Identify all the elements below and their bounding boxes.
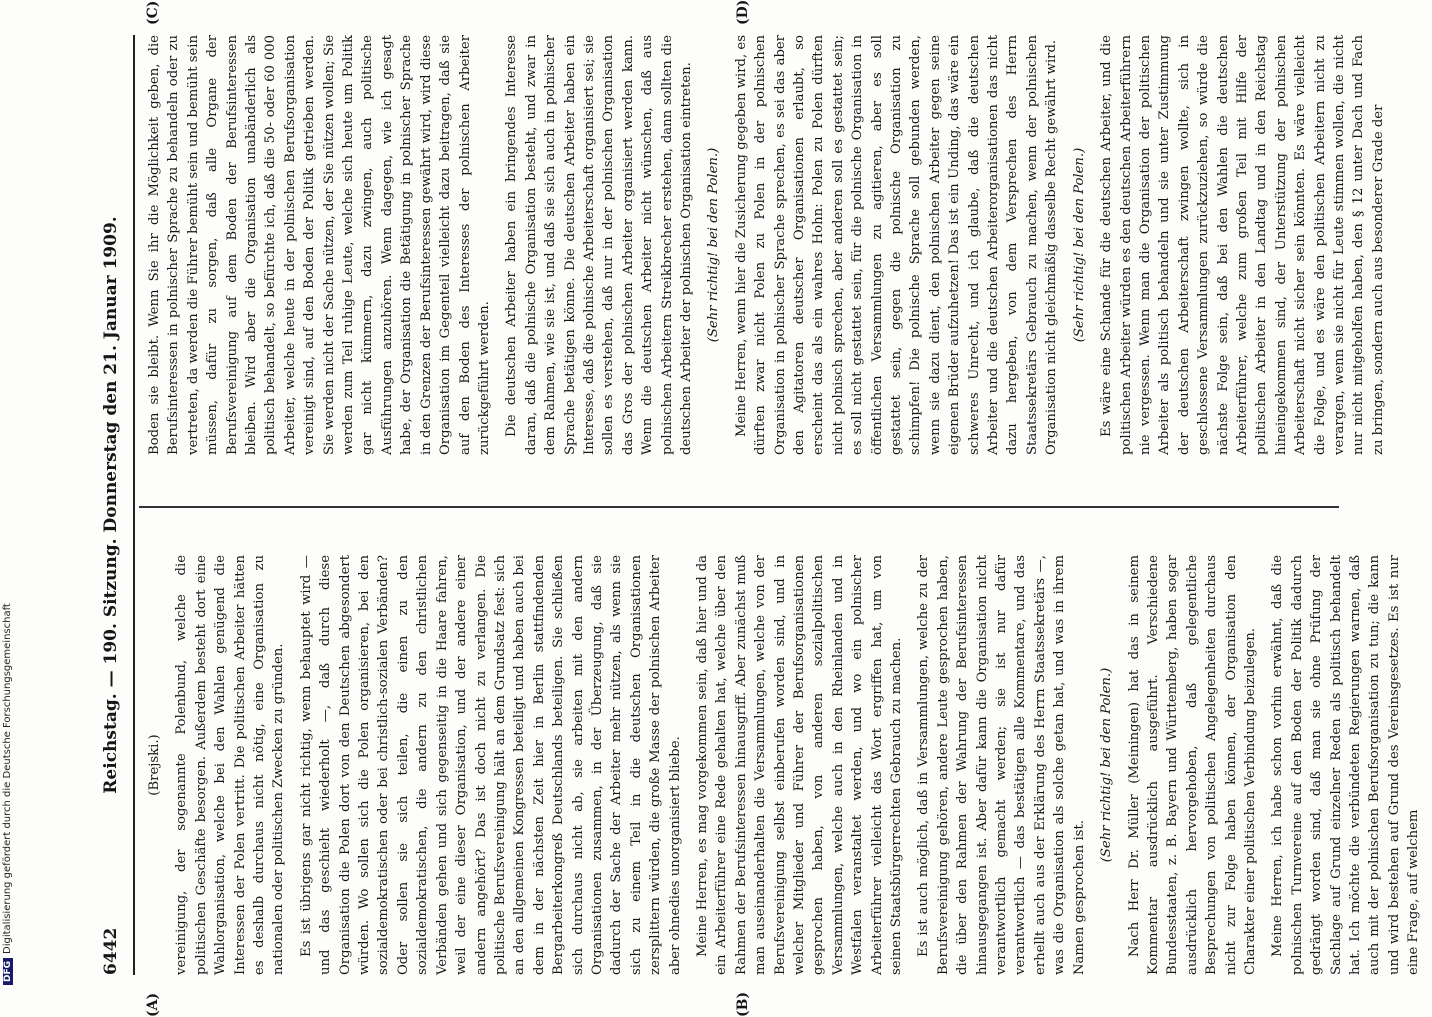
interjection: (Sehr richtig! bei den Polen.) <box>1071 147 1087 343</box>
rotated-page-content <box>95 0 1422 1017</box>
page-number: 6442 <box>101 927 121 975</box>
right-column <box>145 35 1396 455</box>
interjection: (Sehr richtig! bei den Polen.) <box>706 147 722 343</box>
margin-mark-b: (B) <box>735 991 751 1017</box>
credit-text: Digitalisierung gefördert durch die Deutsche Forschungsgemeinschaft <box>2 603 13 954</box>
paragraph: Meine Herren, es mag vorgekommen sein, daß hier und da ein Arbeiterführer eine Rede gehalten hat, welche über den Rahmen der Berufsinteressen hinausgriff. Aber zunächst muß man auseinanderhalten die Versammlungen, welche von der Berufsvereinigung selbst einberufen worden sind, und in welcher Mitglieder und Führer der Berufsorganisationen gesprochen haben, von anderen sozialpolitischen Versammlungen, welche auch in den Rheinlanden und in Westfalen veranstaltet werden, und wo ein polnischer Arbeiterführer vielleicht das Wort ergriffen hat, um von seinen Staatsbürgerrechten Gebrauch zu machen. <box>694 555 905 975</box>
margin-mark-a: (A) <box>145 992 161 1017</box>
paragraph: Es ist übrigens gar nicht richtig, wenn behauptet wird — und das geschieht wiederholt —, daß durch diese Organisation die Polen dort von den Deutschen abgesondert würden. Wo sollen sich die Polen organisieren, bei den sozialdemokratischen oder bei christlich-sozialen Verbänden? Oder sollen sie sich teilen, die einen zu den sozialdemokratischen, die andern zu den christlichen Verbänden gehen und sich gegenseitig in die Haare fahren, weil der eine dieser Organisation, und der andere einer andern angehört? Das ist doch nicht zu verlangen. Die politische Berufsvereinigung hält an dem Grundsatz fest: sich an den allgemeinen Kongressen beteiligt und haben auch bei dem in der nächsten Zeit hier in Berlin stattfindenden Bergarbeiterkongreß Deutschlands beteiligen. Sie schließen sich durchaus nicht ab, sie arbeiten mit den andern Organisationen zusammen, in der Überzeugung, daß sie dadurch der Sache der Arbeiter mehr nützen, als wenn sie sich zu einem Teil in die deutschen Organisationen zersplittern würden, die große Masse der polnischen Arbeiter aber ohnedies unorganisiert bliebe. <box>298 555 683 975</box>
paragraph: Boden sie bleibt. Wenn Sie ihr die Möglichkeit geben, die Berufsinteressen in polnischer Sprache zu behandeln oder zu vertreten, da werden die Führer bemüht sein und bemüht sein müssen, dafür zu sorgen, daß alle Organe der Berufsvereinigung auf dem Boden der Berufsinteressen bleiben. Wird aber die Organisation unabänderlich als politisch behandelt, so befürchte ich, daß die 50- oder 60 000 Arbeiter, welche heute in der polnischen Berufsorganisation vereinigt sind, auf den Boden der Politik getrieben werden. Sie werden nicht der Sache nützen, der Sie nützen wollen; Sie werden zum Teil ruhige Leute, welche sich heute um Politik gar nicht kümmern, dazu zwingen, auch politische Ausführungen anzuhören. Wenn dagegen, wie ich gesagt habe, der Organisation die Betätigung in polnischer Sprache in den Grenzen der Berufsinteressen gewährt wird, wird diese Organisation im Gegenteil vielleicht dazu beitragen, daß sie auf den Boden des Interesses der polnischen Arbeiter zurückgeführt werden. <box>147 34 492 455</box>
header-rule <box>133 35 135 975</box>
paragraph: Es ist auch möglich, daß in Versammlungen, welche zu der Berufsvereinigung gehören, andere Leute gesprochen haben, die über den Rahmen der Wahrung der Berufsinteressen hinausgegangen ist. Aber dafür kann die Organisation nicht verantwortlich gemacht werden; sie ist nur dafür verantwortlich — das bestätigen alle Kommentare, und das erhellt auch aus der Erklärung des Herrn Staatssekretärs —, was die Organisation als solche getan hat, und was in ihrem Namen gesprochen ist. <box>916 555 1087 975</box>
digitization-credit <box>2 0 13 985</box>
paragraph: Nach Herr Dr. Müller (Meiningen) hat das in seinem Kommentar ausdrücklich ausgeführt. Verschiedene Bundesstaaten, z. B. Bayern und Württemberg, haben sogar ausdrücklich hervorgehoben, daß gelegentliche Besprechungen von politischen Angelegenheiten durchaus nicht zur Folge haben können, der Organisation den Charakter einer politischen Verbindung beizulegen. <box>1126 555 1258 975</box>
paragraph: Es wäre eine Schande für die deutschen Arbeiter, und die politischen Arbeiter würden es den deutschen Arbeiterführern nie vergessen. Wenn man die Organisation der politischen Arbeiter als politisch behandeln und sie unter Zustimmung der deutschen Arbeiterschaft zwingen wollte, sich in geschlossene Versammlungen zurückzuziehen, so würde die nächste Folge sein, daß bei den Wahlen die deutschen Arbeiterführer, welche zum großen Teil mit Hilfe der politischen Arbeiter in den Landtag und in den Reichstag hineingekommen sind, der Unterstützung der polnischen Arbeiterschaft nicht sicher sein könnten. Es wäre vielleicht die Folge, und es wäre den politischen Arbeitern nicht zu verargen, wenn sie nicht für Leute stimmen wollen, die nicht nur nicht mitgeholfen haben, den § 12 unter Dach und Fach zu bringen, sondern auch aus besonderer Grade der <box>1099 35 1386 455</box>
interjection: (Sehr richtig! bei den Polen.) <box>1099 667 1115 863</box>
margin-mark-c: (C) <box>145 0 161 25</box>
paragraph: Die deutschen Arbeiter haben ein bringendes Interesse daran, daß die polnische Organisation besteht, und zwar in dem Rahmen, wie sie ist, und daß sie sich auch in polnischer Sprache betätigen könne. Die deutschen Arbeiter haben ein Interesse, daß die polnische Arbeiterschaft organisiert sei; sie sollen es verstehen, daß nur in der polnischen Organisation das Gros der polnischen Arbeiter organisiert werden kann. Wenn die deutschen Arbeiter nicht wünschen, daß aus polnischen Arbeitern Streikbrecher erstehen, dann sollten die deutschen Arbeiter der polnischen Organisation eintreten. <box>504 35 694 455</box>
paragraph: Meine Herren, ich habe schon vorhin erwähnt, daß die polnischen Turnvereine auf den Boden der Politik dadurch gedrängt worden sind, daß man sie ohne Prüfung der Sachlage auf Grund einzelner Reden als politisch behandelt hat. Ich möchte die verbündeten Regierungen warnen, daß auch mit der polnischen Berufsorganisation zu tun; die kann und wird bestehen auf Grund des Vereinsgesetzes. Es ist nur eine Frage, auf welchem <box>1270 555 1422 975</box>
speaker-label: (Brejski.) <box>147 734 162 796</box>
left-column <box>145 555 1432 975</box>
page-header <box>95 35 135 975</box>
paragraph: vereinigung, der sogenannte Polenbund, welche die politischen Geschäfte besorgen. Außerdem besteht dort eine Wahlorganisation, welche bei den Wahlen genügend die Interessen der Polen vertritt. Die politischen Arbeiter hätten es deshalb durchaus nicht nötig, eine Organisation zu nationalen oder politischen Zwecken zu gründen. <box>174 555 287 975</box>
margin-mark-d: (D) <box>735 0 751 25</box>
page-title: Reichstag. — 190. Sitzung. Donnerstag den 21. Januar 1909. <box>101 216 121 794</box>
column-divider <box>139 506 1339 508</box>
dfg-logo: DFG <box>3 958 13 985</box>
paragraph: Meine Herren, wenn hier die Zusicherung gegeben wird, es dürften zwar nicht Polen zu Polen in der polnischen Organisation in polnischer Sprache sprechen, es sei das aber den Agitatoren deutscher Organisationen erlaubt, so erscheint das als ein wahres Hohn: Polen zu Polen dürften nicht polnisch sprechen, aber anderen soll es gestattet sein; es soll nicht gestattet sein, für die polnische Organisation in öffentlichen Versammlungen zu agitieren, aber es soll gestattet sein, gegen die polnische Organisation zu schimpfen! Die polnische Sprache soll gebunden werden, wenn sie dazu dient, den polnischen Arbeiter gegen seine eigenen Brüder aufzuhetzen! Das ist ein Unding, das wäre ein schweres Unrecht, und ich glaube, daß die deutschen Arbeiter und die deutschen Arbeiterorganisationen das nicht dazu hergeben, von dem Versprechen des Herrn Staatssekretärs Gebrauch zu machen, wenn der polnischen Organisation nicht gleichmäßig dasselbe Recht gewährt wird. <box>733 35 1060 455</box>
